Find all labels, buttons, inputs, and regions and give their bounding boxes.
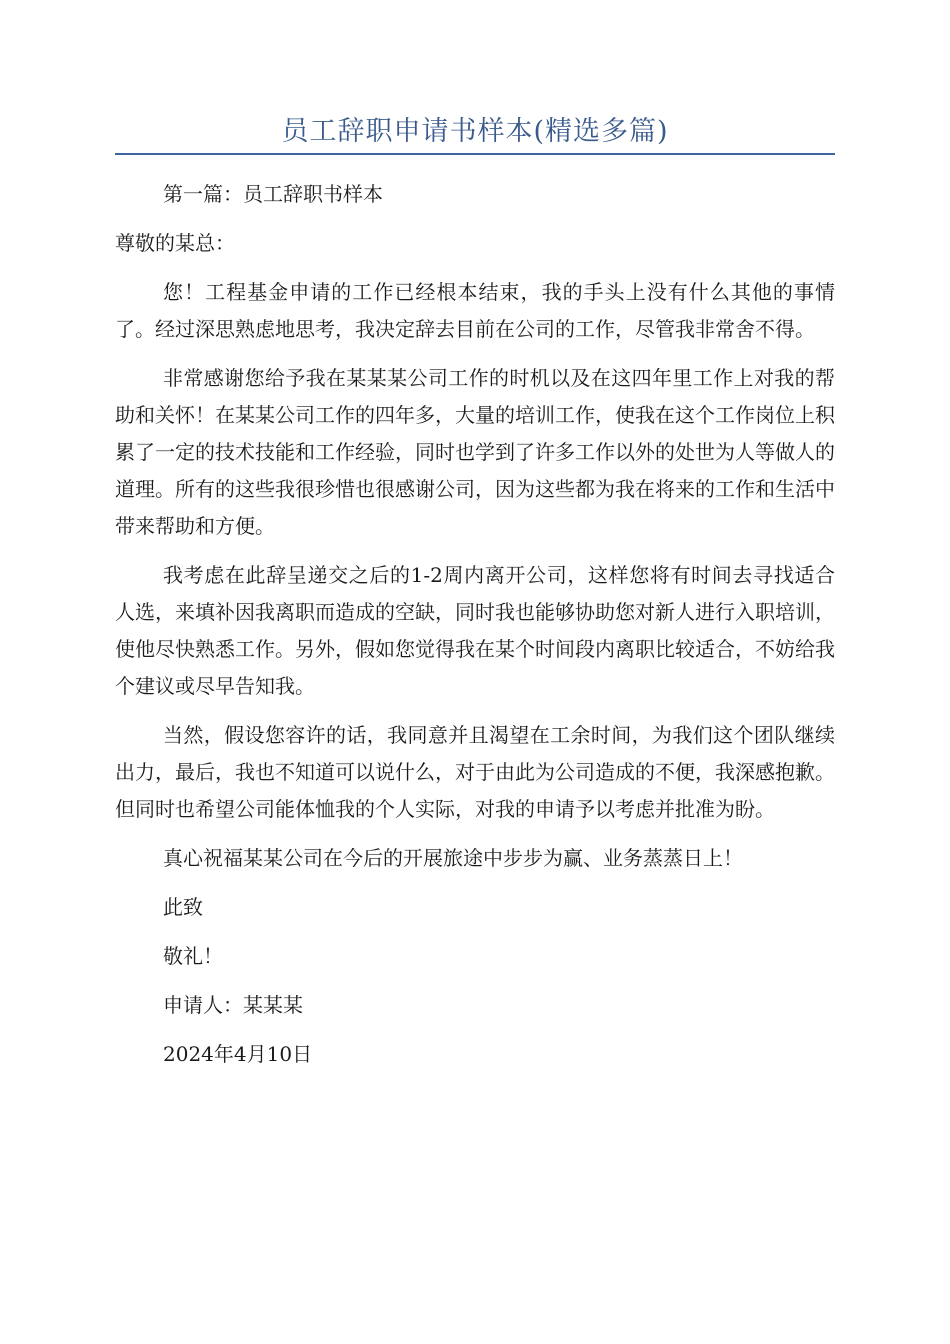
paragraph: 您！工程基金申请的工作已经根本结束，我的手头上没有什么其他的事情了。经过深思熟虑地思考，我决定辞去目前在公司的工作，尽管我非常舍不得。 [115,280,835,341]
paragraph: 我考虑在此辞呈递交之后的1-2周内离开公司，这样您将有时间去寻找适合人选，来填补因我离职而造成的空缺，同时我也能够协助您对新人进行入职培训，使他尽快熟悉工作。另外，假如您觉得我在某个时间段内离职比较适合，不妨给我个建议或尽早告知我。 [115,563,835,698]
closing-salute: 敬礼！ [163,944,223,968]
salutation: 尊敬的某总： [115,231,235,255]
document-title: 员工辞职申请书样本(精选多篇) [281,116,669,147]
section-heading: 第一篇：员工辞职书样本 [163,182,383,206]
closing-line: 此致 [163,895,203,919]
applicant-signature: 申请人：某某某 [163,993,303,1017]
title-divider [115,153,835,155]
document-date: 2024年4月10日 [163,1042,313,1066]
document-body [115,176,835,1085]
paragraph: 真心祝福某某公司在今后的开展旅途中步步为赢、业务蒸蒸日上！ [163,846,743,870]
paragraph: 非常感谢您给予我在某某某公司工作的时机以及在这四年里工作上对我的帮助和关怀！在某某公司工作的四年多，大量的培训工作，使我在这个工作岗位上积累了一定的技术技能和工作经验，同时也学到了许多工作以外的处世为人等做人的道理。所有的这些我很珍惜也很感谢公司，因为这些都为我在将来的工作和生活中带来帮助和方便。 [115,366,835,538]
paragraph: 当然，假设您容许的话，我同意并且渴望在工余时间，为我们这个团队继续出力，最后，我也不知道可以说什么，对于由此为公司造成的不便，我深感抱歉。但同时也希望公司能体恤我的个人实际，对我的申请予以考虑并批准为盼。 [115,723,835,821]
